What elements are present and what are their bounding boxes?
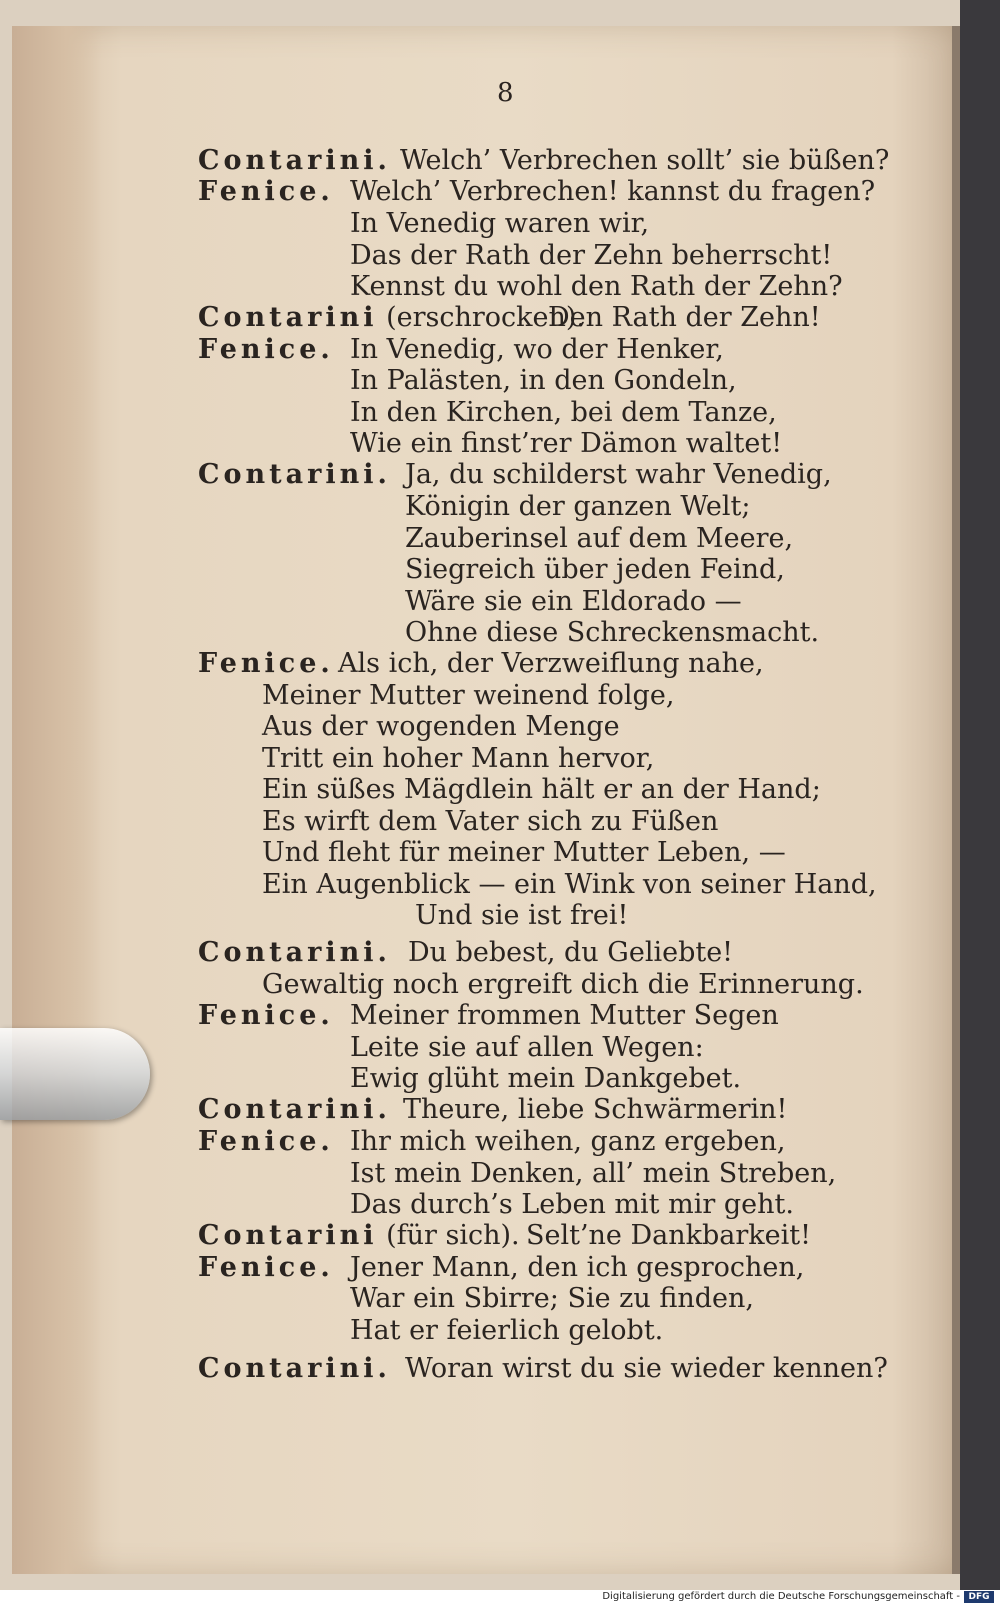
- verse-line: [198, 1000, 334, 1032]
- verse-text: Hat er feierlich gelobt.: [350, 1315, 664, 1346]
- verse-text: Das der Rath der Zehn beherrscht!: [350, 240, 833, 271]
- verse-line: [198, 459, 391, 491]
- verse-text: Woran wirst du sie wieder kennen?: [405, 1353, 888, 1384]
- speaker-name: Fenice.: [198, 334, 334, 365]
- verse-text: Ein süßes Mägdlein hält er an der Hand;: [262, 774, 821, 805]
- verse-text: Zauberinsel auf dem Meere,: [405, 523, 794, 554]
- speaker-name: Contarini.: [198, 145, 391, 176]
- stage-direction: (für sich).: [386, 1220, 520, 1251]
- verse-line: [198, 648, 334, 680]
- verse-text: Wie ein finst’rer Dämon waltet!: [350, 428, 783, 459]
- verse-text: Ein Augenblick — ein Wink von seiner Hand,: [262, 869, 877, 900]
- speaker-name: Contarini.: [198, 937, 391, 968]
- verse-text: Siegreich über jeden Feind,: [405, 554, 785, 585]
- speaker-name: Fenice.: [198, 648, 334, 679]
- speaker-name: Contarini: [198, 302, 378, 333]
- verse-line: [198, 302, 585, 334]
- verse-text: Ist mein Denken, all’ mein Streben,: [350, 1158, 837, 1189]
- verse-line: [198, 334, 334, 366]
- verse-text: Leite sie auf allen Wegen:: [350, 1032, 704, 1063]
- verse-text: Wäre sie ein Eldorado —: [405, 586, 742, 617]
- speaker-name: Fenice.: [198, 1000, 334, 1031]
- dfg-logo: DFG: [964, 1591, 994, 1603]
- verse-text: Welch’ Verbrechen! kannst du fragen?: [350, 176, 876, 207]
- verse-text: Ja, du schilderst wahr Venedig,: [405, 459, 832, 490]
- verse-line: [198, 1220, 520, 1252]
- verse-text: Tritt ein hoher Mann hervor,: [262, 743, 655, 774]
- verse-text: Und sie ist frei!: [415, 900, 629, 931]
- verse-text: In Venedig, wo der Henker,: [350, 334, 724, 365]
- speaker-name: Fenice.: [198, 176, 334, 207]
- verse-text: Jener Mann, den ich gesprochen,: [350, 1252, 805, 1283]
- verse-text: In Venedig waren wir,: [350, 208, 650, 239]
- verse-text: Selt’ne Dankbarkeit!: [526, 1220, 811, 1251]
- verse-line: [198, 1353, 391, 1385]
- stage-direction: (erschrocken).: [386, 302, 585, 333]
- verse-line: [198, 937, 391, 969]
- speaker-name: Contarini.: [198, 1094, 391, 1125]
- verse-text: Das durch’s Leben mit mir geht.: [350, 1189, 794, 1220]
- verse-text: Ihr mich weihen, ganz ergeben,: [350, 1126, 786, 1157]
- speaker-name: Contarini.: [198, 459, 391, 490]
- verse-line: [198, 1094, 391, 1126]
- verse-text: War ein Sbirre; Sie zu finden,: [350, 1283, 754, 1314]
- verse-text: Ohne diese Schreckensmacht.: [405, 617, 820, 648]
- verse-text: Als ich, der Verzweiflung nahe,: [338, 648, 764, 679]
- verse-line: [198, 1126, 334, 1158]
- verse-text: Königin der ganzen Welt;: [405, 491, 751, 522]
- verse-text: Meiner frommen Mutter Segen: [350, 1000, 779, 1031]
- verse-text: Theure, liebe Schwärmerin!: [403, 1094, 788, 1125]
- verse-text: Du bebest, du Geliebte!: [408, 937, 734, 968]
- verse-text: Kennst du wohl den Rath der Zehn?: [350, 271, 843, 302]
- verse-line: [198, 1252, 334, 1284]
- verse-line: [198, 145, 391, 177]
- verse-text: Aus der wogenden Menge: [262, 711, 620, 742]
- speaker-name: Fenice.: [198, 1126, 334, 1157]
- speaker-name: Contarini.: [198, 1353, 391, 1384]
- verse-text: In den Kirchen, bei dem Tanze,: [350, 397, 777, 428]
- speaker-name: Contarini: [198, 1220, 378, 1251]
- verse-text: Welch’ Verbrechen sollt’ sie büßen?: [400, 145, 890, 176]
- verse-line: [198, 176, 334, 208]
- verse-text: Ewig glüht mein Dankgebet.: [350, 1063, 742, 1094]
- verse-text: In Palästen, in den Gondeln,: [350, 365, 737, 396]
- verse-text: Es wirft dem Vater sich zu Füßen: [262, 806, 719, 837]
- speaker-name: Fenice.: [198, 1252, 334, 1283]
- verse-text: Und fleht für meiner Mutter Leben, —: [262, 837, 786, 868]
- footer-credit: Digitalisierung gefördert durch die Deutsche Forschungsgemeinschaft -: [602, 1591, 960, 1602]
- verse-text: Den Rath der Zehn!: [548, 302, 821, 333]
- verse-text: Gewaltig noch ergreift dich die Erinnerung.: [262, 969, 864, 1000]
- page-number: 8: [497, 78, 514, 108]
- verse-text: Meiner Mutter weinend folge,: [262, 680, 675, 711]
